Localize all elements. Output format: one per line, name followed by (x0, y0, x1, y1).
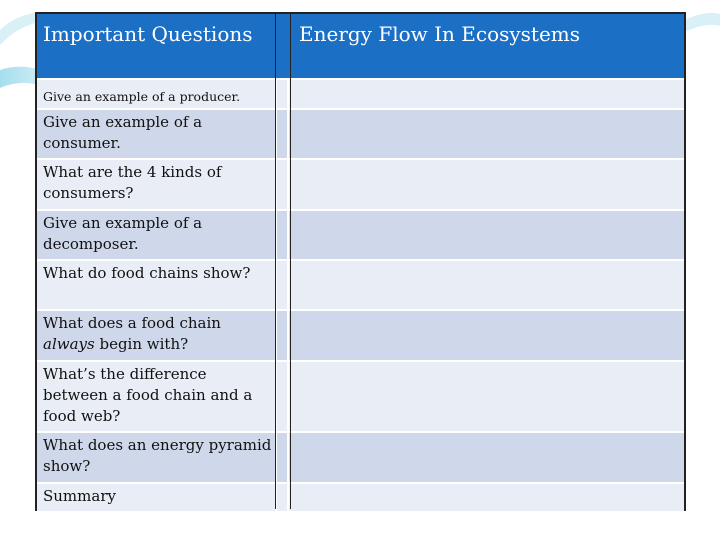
question-cell: What are the 4 kinds of consumers? (43, 163, 222, 202)
gap-cell (275, 261, 289, 309)
table-row (37, 309, 684, 360)
answer-cell[interactable] (291, 80, 684, 108)
table-row (37, 259, 684, 309)
answer-cell[interactable] (291, 110, 684, 158)
gap-cell (275, 211, 289, 259)
question-text-end: begin with? (94, 335, 189, 353)
gap-cell (275, 110, 289, 158)
answer-cell[interactable] (291, 311, 684, 360)
answer-cell[interactable] (291, 484, 684, 511)
answer-cell[interactable] (291, 362, 684, 431)
gap-cell (275, 433, 289, 482)
question-cell: Give an example of a producer. (43, 89, 241, 104)
answer-cell[interactable] (291, 160, 684, 209)
answer-cell[interactable] (291, 261, 684, 309)
worksheet-table (35, 12, 686, 511)
emphasis-always: always (43, 335, 95, 353)
question-cell: What do food chains show? (43, 264, 251, 282)
table-row (37, 158, 684, 209)
table-row (37, 78, 684, 108)
gap-cell (275, 160, 289, 209)
answer-cell[interactable] (291, 211, 684, 259)
column-divider (290, 14, 291, 509)
gap-cell (275, 80, 289, 108)
table-row (37, 108, 684, 158)
header-topic-title: Energy Flow In Ecosystems (299, 22, 581, 46)
table-row (37, 482, 684, 511)
table-row (37, 431, 684, 482)
summary-label: Summary (43, 487, 116, 505)
gap-cell (275, 362, 289, 431)
question-cell: Give an example of a decomposer. (43, 214, 203, 253)
question-cell: What does an energy pyramid show? (43, 436, 272, 475)
table-row (37, 209, 684, 259)
header-important-questions: Important Questions (43, 22, 253, 46)
table-header (37, 14, 684, 78)
question-cell: What’s the difference between a food chain and a food web? (43, 365, 253, 425)
table-row (37, 360, 684, 431)
answer-cell[interactable] (291, 433, 684, 482)
gap-cell (275, 484, 289, 511)
question-cell: Give an example of a consumer. (43, 113, 203, 152)
column-divider (275, 14, 276, 509)
question-text-start: What does a food chain (43, 314, 221, 332)
gap-cell (275, 311, 289, 360)
question-cell (43, 313, 275, 355)
